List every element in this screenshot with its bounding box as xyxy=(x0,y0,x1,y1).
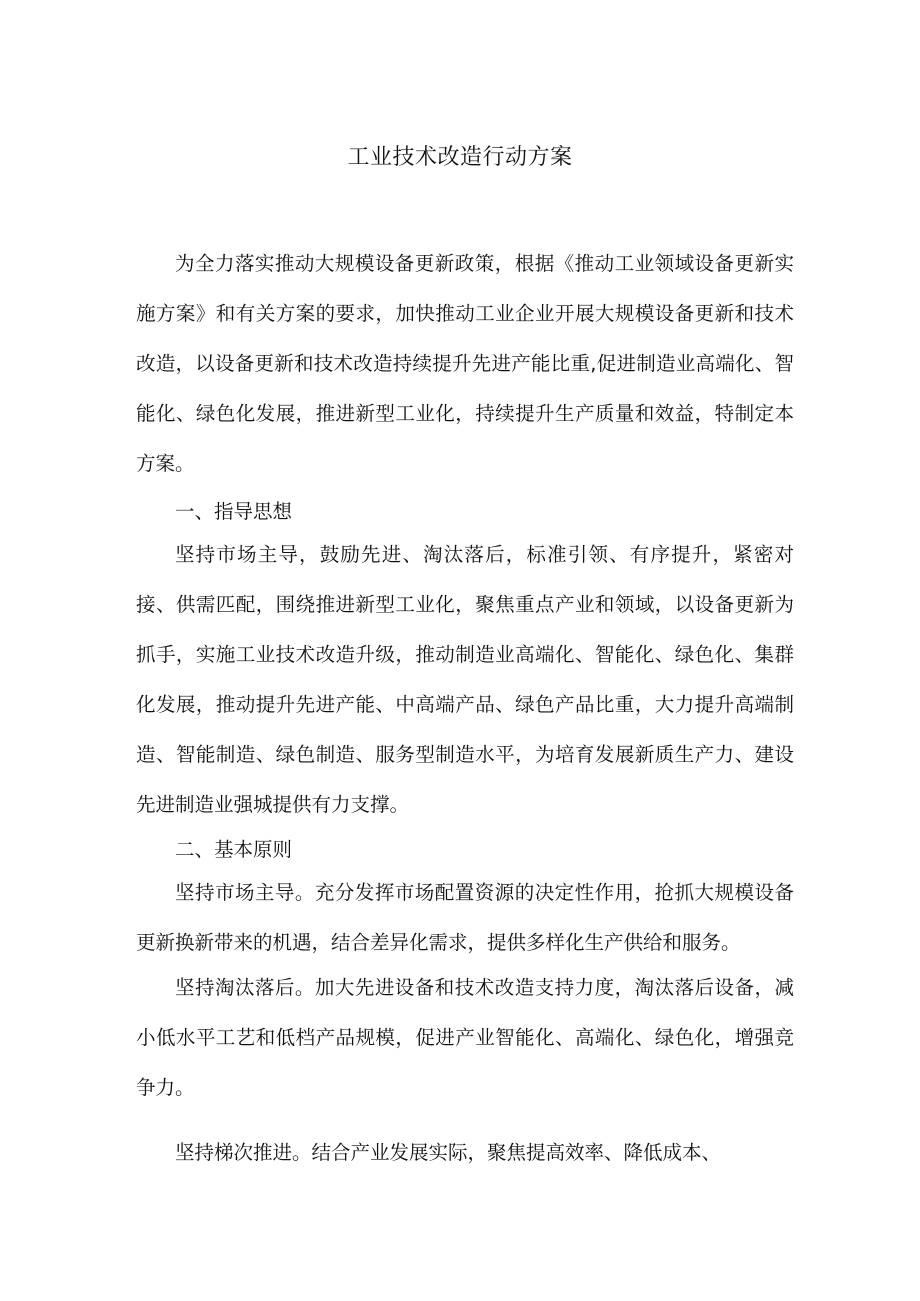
principle-stepwise-paragraph: 坚持梯次推进。结合产业发展实际，聚焦提高效率、降低成本、 xyxy=(175,1141,722,1164)
principle-market-paragraph: 坚持市场主导。充分发挥市场配置资源的决定性作用，抢抓大规模设备更新换新带来的机遇，结合差异化需求，提供多样化生产供给和服务。 xyxy=(136,881,794,954)
document-title: 工业技术改造行动方案 xyxy=(347,145,573,170)
section-heading-guiding-ideology: 一、指导思想 xyxy=(175,500,293,523)
guiding-ideology-paragraph: 坚持市场主导，鼓励先进、淘汰落后，标准引领、有序提升，紧密对接、供需匹配，围绕推进新型工业化，聚焦重点产业和领域，以设备更新为抓手，实施工业技术改造升级，推动制造业高端化、智能化、绿色化、集群化发展，推动提升先进产能、中高端产品、绿色产品比重，大力提升高端制造、智能制造、绿色制造、服务型制造水平，为培育发展新质生产力、建设先进制造业强城提供有力支撑。 xyxy=(136,543,794,816)
principle-eliminate-paragraph: 坚持淘汰落后。加大先进设备和技术改造支持力度，淘汰落后设备，减小低水平工艺和低档产品规模，促进产业智能化、高端化、绿色化，增强竞争力。 xyxy=(136,976,794,1099)
section-heading-basic-principles: 二、基本原则 xyxy=(175,838,293,861)
intro-paragraph: 为全力落实推动大规模设备更新政策，根据《推动工业领域设备更新实施方案》和有关方案的要求，加快推动工业企业开展大规模设备更新和技术改造，以设备更新和技术改造持续提升先进产能比重,促进制造业高端化、智能化、绿色化发展，推进新型工业化，持续提升生产质量和效益，特制定本方案。 xyxy=(136,252,794,475)
